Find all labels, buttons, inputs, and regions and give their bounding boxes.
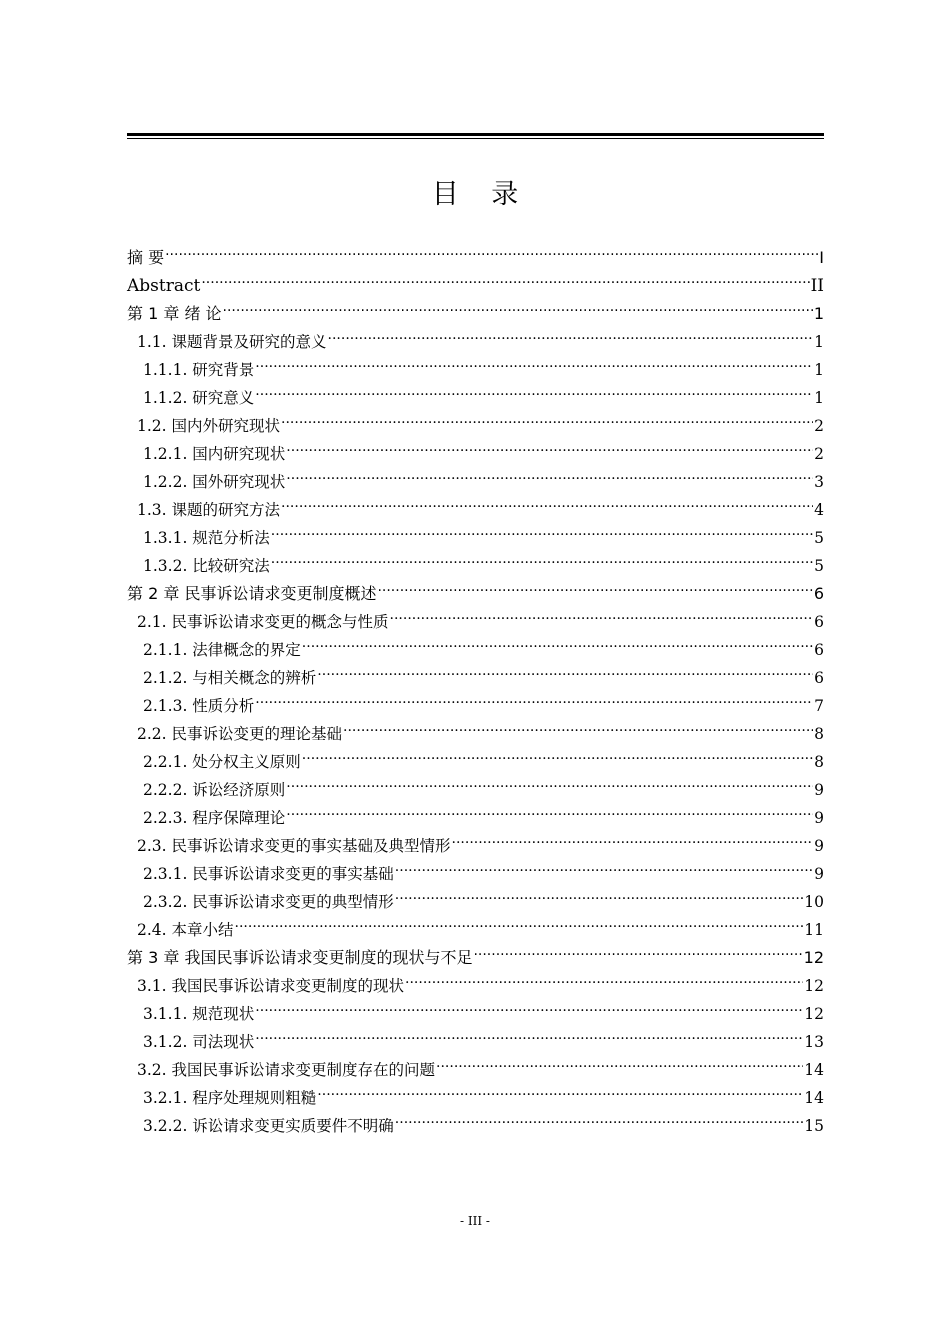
- toc-dot-leader: [390, 612, 814, 628]
- toc-dot-leader: [271, 528, 813, 544]
- toc-entry-page: 8: [814, 753, 824, 771]
- toc-entry-label: 2.2.1. 处分权主义原则: [143, 753, 301, 771]
- toc-entry-page: 6: [813, 584, 824, 603]
- toc-entry-page: 5: [814, 529, 824, 547]
- toc-entry[interactable]: [127, 412, 824, 440]
- toc-dot-leader: [281, 416, 813, 432]
- toc-entry-page: 4: [814, 501, 824, 519]
- toc-entry[interactable]: [127, 524, 824, 552]
- toc-entry-label: 2.3. 民事诉讼请求变更的事实基础及典型情形: [137, 837, 451, 855]
- toc-entry[interactable]: [127, 888, 824, 916]
- toc-dot-leader: [201, 274, 809, 291]
- toc-entry-page: 1: [814, 361, 824, 379]
- toc-entry[interactable]: [127, 440, 824, 468]
- toc-entry[interactable]: [127, 692, 824, 720]
- toc-entry-page: 6: [814, 669, 824, 687]
- toc-entry-page: 14: [804, 1089, 824, 1107]
- toc-entry-label: 1.2. 国内外研究现状: [137, 417, 281, 435]
- toc-entry-label: 3.2.2. 诉讼请求变更实质要件不明确: [143, 1117, 394, 1135]
- toc-entry-page: 9: [814, 837, 824, 855]
- toc-entry-label: 第 2 章 民事诉讼请求变更制度概述: [127, 584, 377, 603]
- toc-dot-leader: [286, 808, 813, 824]
- toc-entry-page: 15: [804, 1117, 824, 1135]
- toc-dot-leader: [395, 892, 803, 908]
- toc-entry-page: 6: [814, 641, 824, 659]
- toc-entry[interactable]: [127, 1084, 824, 1112]
- toc-entry-page: 13: [804, 1033, 824, 1051]
- toc-entry[interactable]: [127, 608, 824, 636]
- toc-entry[interactable]: [127, 1112, 824, 1140]
- toc-entry-label: 第 3 章 我国民事诉讼请求变更制度的现状与不足: [127, 948, 473, 967]
- toc-entry-page: 12: [804, 1005, 824, 1023]
- toc-entry-label: Abstract: [127, 276, 201, 296]
- toc-entry-label: 3.1.1. 规范现状: [143, 1005, 255, 1023]
- toc-entry-page: II: [810, 276, 824, 296]
- toc-entry[interactable]: [127, 832, 824, 860]
- toc-entry-label: 1.1.2. 研究意义: [143, 389, 255, 407]
- toc-entry-label: 3.2. 我国民事诉讼请求变更制度存在的问题: [137, 1061, 436, 1079]
- toc-entry-page: 9: [814, 781, 824, 799]
- toc-dot-leader: [223, 303, 813, 319]
- toc-entry[interactable]: [127, 804, 824, 832]
- toc-entry-page: 10: [804, 893, 824, 911]
- toc-dot-leader: [235, 920, 804, 936]
- toc-entry[interactable]: [127, 580, 824, 608]
- toc-entry[interactable]: [127, 748, 824, 776]
- toc-dot-leader: [452, 836, 814, 852]
- toc-dot-leader: [405, 976, 803, 992]
- page-title: 目 录: [431, 179, 531, 210]
- toc-entry-page: 1: [814, 333, 824, 351]
- toc-entry-page: 6: [814, 613, 824, 631]
- toc-entry-label: 2.1. 民事诉讼请求变更的概念与性质: [137, 613, 389, 631]
- toc-dot-leader: [271, 556, 813, 572]
- toc-entry[interactable]: [127, 1000, 824, 1028]
- toc-dot-leader: [302, 640, 813, 656]
- toc-entry-label: 2.1.2. 与相关概念的辨析: [143, 669, 317, 687]
- toc-entry-page: 1: [814, 389, 824, 407]
- toc-entry-page: 8: [814, 725, 824, 743]
- toc-entry-page: 1: [813, 304, 824, 323]
- toc-entry[interactable]: [127, 272, 824, 300]
- toc-dot-leader: [286, 780, 813, 796]
- table-of-contents: [127, 244, 824, 1140]
- toc-entry[interactable]: [127, 860, 824, 888]
- toc-entry[interactable]: [127, 496, 824, 524]
- toc-entry[interactable]: [127, 916, 824, 944]
- toc-entry[interactable]: [127, 972, 824, 1000]
- toc-entry[interactable]: [127, 776, 824, 804]
- toc-entry-label: 1.1. 课题背景及研究的意义: [137, 333, 327, 351]
- toc-dot-leader: [255, 1004, 803, 1020]
- toc-dot-leader: [395, 864, 813, 880]
- toc-dot-leader: [343, 724, 813, 740]
- toc-entry[interactable]: [127, 636, 824, 664]
- toc-entry-label: 2.1.1. 法律概念的界定: [143, 641, 301, 659]
- toc-dot-leader: [255, 1032, 803, 1048]
- header-rule-thin: [127, 138, 824, 139]
- toc-dot-leader: [395, 1116, 803, 1132]
- toc-dot-leader: [302, 752, 813, 768]
- header-rule-thick: [127, 133, 824, 136]
- toc-entry-label: 第 1 章 绪 论: [127, 304, 222, 323]
- toc-dot-leader: [317, 1088, 803, 1104]
- toc-entry[interactable]: [127, 720, 824, 748]
- toc-entry-label: 2.2.3. 程序保障理论: [143, 809, 286, 827]
- toc-entry-page: 11: [804, 921, 824, 939]
- toc-dot-leader: [377, 583, 812, 599]
- toc-entry-label: 2.3.1. 民事诉讼请求变更的事实基础: [143, 865, 394, 883]
- toc-dot-leader: [286, 472, 813, 488]
- toc-dot-leader: [255, 388, 813, 404]
- toc-entry-label: 3.1.2. 司法现状: [143, 1033, 255, 1051]
- toc-entry-label: 3.1. 我国民事诉讼请求变更制度的现状: [137, 977, 405, 995]
- toc-entry-page: I: [819, 248, 824, 267]
- toc-dot-leader: [286, 444, 813, 460]
- toc-entry[interactable]: [127, 1056, 824, 1084]
- toc-dot-leader: [255, 696, 813, 712]
- toc-dot-leader: [165, 247, 818, 263]
- toc-dot-leader: [281, 500, 813, 516]
- toc-entry[interactable]: [127, 244, 824, 272]
- toc-entry[interactable]: [127, 468, 824, 496]
- toc-entry[interactable]: [127, 552, 824, 580]
- toc-entry-page: 2: [814, 445, 824, 463]
- toc-entry-page: 9: [814, 809, 824, 827]
- toc-entry-page: 7: [814, 697, 824, 715]
- toc-entry-label: 1.2.1. 国内研究现状: [143, 445, 286, 463]
- toc-entry-label: 2.2.2. 诉讼经济原则: [143, 781, 286, 799]
- toc-entry-page: 12: [804, 977, 824, 995]
- toc-entry-label: 1.3.2. 比较研究法: [143, 557, 270, 575]
- toc-entry[interactable]: [127, 356, 824, 384]
- toc-entry-label: 2.4. 本章小结: [137, 921, 234, 939]
- toc-entry-label: 1.3.1. 规范分析法: [143, 529, 270, 547]
- toc-entry-page: 14: [804, 1061, 824, 1079]
- toc-entry-page: 9: [814, 865, 824, 883]
- toc-entry-label: 1.2.2. 国外研究现状: [143, 473, 286, 491]
- toc-entry[interactable]: [127, 300, 824, 328]
- toc-entry[interactable]: [127, 1028, 824, 1056]
- toc-entry-page: 3: [814, 473, 824, 491]
- toc-entry-label: 1.1.1. 研究背景: [143, 361, 255, 379]
- toc-entry-label: 2.3.2. 民事诉讼请求变更的典型情形: [143, 893, 394, 911]
- toc-dot-leader: [317, 668, 813, 684]
- toc-entry-page: 5: [814, 557, 824, 575]
- toc-dot-leader: [328, 332, 814, 348]
- toc-entry-label: 1.3. 课题的研究方法: [137, 501, 281, 519]
- toc-entry-label: 摘 要: [127, 248, 165, 267]
- page-number-footer: - III -: [460, 1214, 490, 1228]
- toc-entry[interactable]: [127, 664, 824, 692]
- toc-entry-page: 12: [803, 948, 824, 967]
- toc-entry-label: 3.2.1. 程序处理规则粗糙: [143, 1089, 317, 1107]
- toc-entry[interactable]: [127, 328, 824, 356]
- toc-dot-leader: [473, 947, 802, 963]
- toc-entry-label: 2.1.3. 性质分析: [143, 697, 255, 715]
- toc-entry-label: 2.2. 民事诉讼变更的理论基础: [137, 725, 343, 743]
- toc-dot-leader: [436, 1060, 803, 1076]
- toc-dot-leader: [255, 360, 813, 376]
- toc-entry[interactable]: [127, 384, 824, 412]
- toc-entry-page: 2: [814, 417, 824, 435]
- toc-entry[interactable]: [127, 944, 824, 972]
